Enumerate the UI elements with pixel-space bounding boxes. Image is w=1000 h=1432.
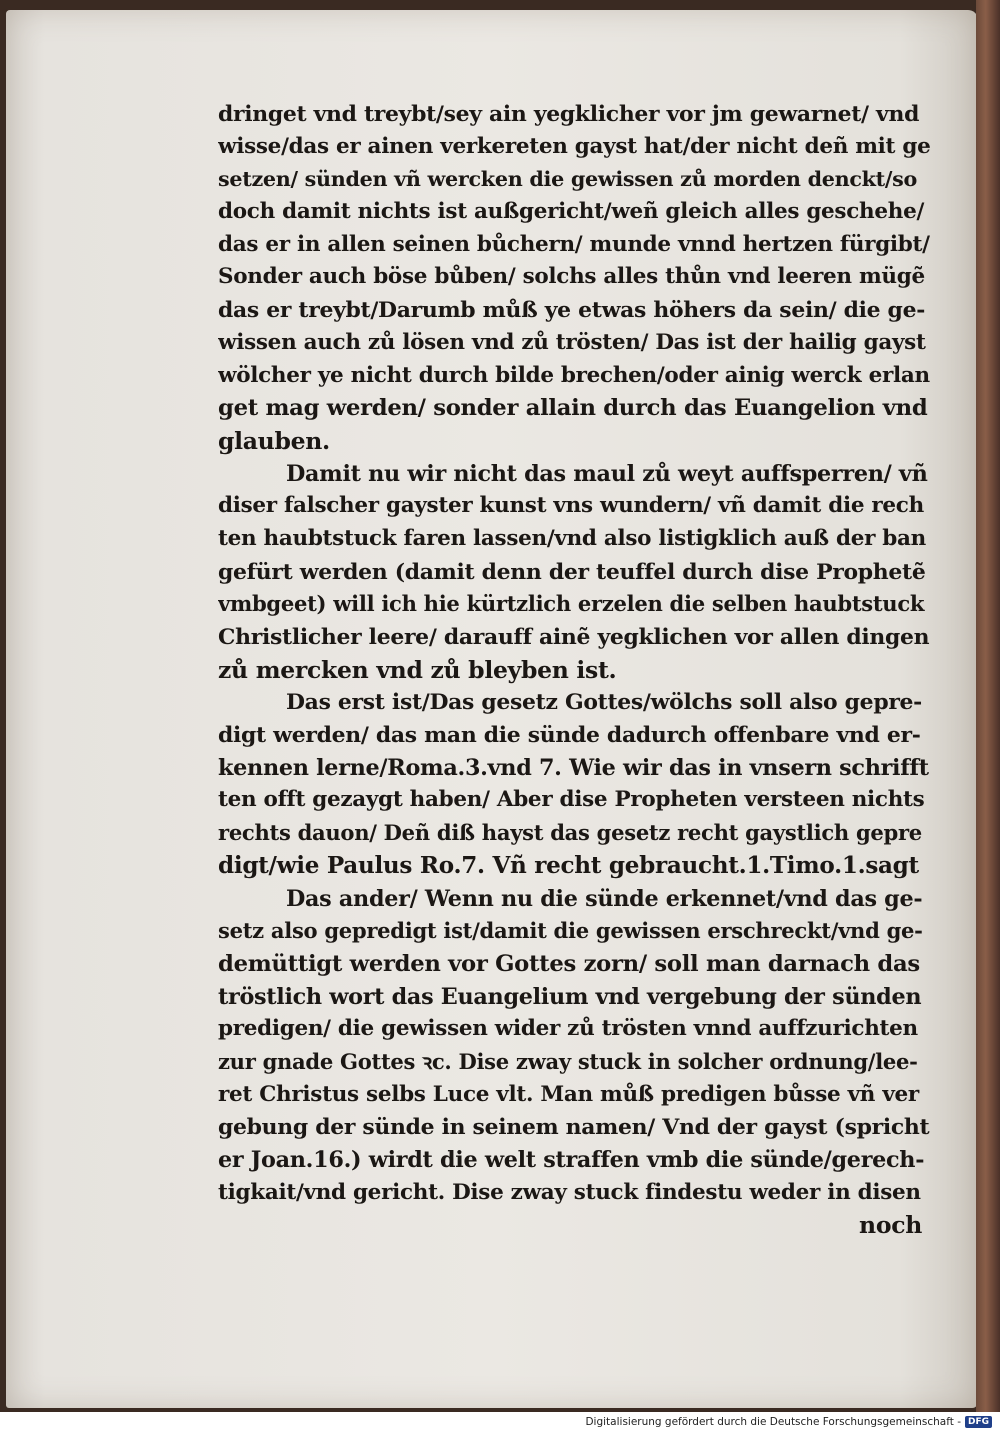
text-line: er Joan.16.) wirdt die welt straffen vmb die sünde/gerech- bbox=[218, 1147, 925, 1173]
text-line: ten haubtstuck faren lassen/vnd also listigklich auß der ban bbox=[218, 525, 926, 551]
text-line: setzen/ sünden vñ wercken die gewissen zů morden denckt/so bbox=[218, 167, 918, 192]
footer-credit bbox=[0, 1412, 1000, 1432]
text-line: doch damit nichts ist außgericht/weñ gleich alles geschehe/ bbox=[218, 199, 924, 225]
catchword: noch bbox=[859, 1211, 922, 1240]
text-line: Damit nu wir nicht das maul zů weyt auffsperren/ vñ bbox=[286, 460, 928, 487]
dfg-logo-icon: DFG bbox=[965, 1416, 992, 1428]
text-line: get mag werden/ sonder allain durch das Euangelion vnd bbox=[218, 395, 928, 422]
text-line: tröstlich wort das Euangelium vnd vergebung der sünden bbox=[218, 983, 922, 1010]
text-line: diser falscher gayster kunst vns wundern/ vñ damit die rech bbox=[218, 493, 924, 519]
text-line: Das erst ist/Das gesetz Gottes/wölchs soll also gepre- bbox=[286, 689, 922, 716]
text-line: setz also gepredigt ist/damit die gewissen erschreckt/vnd ge- bbox=[218, 918, 923, 944]
text-line: zur gnade Gottes ꝛc. Dise zway stuck in solcher ordnung/lee- bbox=[218, 1048, 918, 1074]
text-line: glauben. bbox=[218, 426, 330, 455]
footer-text: Digitalisierung gefördert durch die Deutsche Forschungsgemeinschaft - bbox=[585, 1416, 961, 1428]
text-line: predigen/ die gewissen wider zů trösten vnnd auffzurichten bbox=[218, 1016, 918, 1042]
text-line: das er treybt/Darumb můß ye etwas höhers da sein/ die ge- bbox=[218, 297, 925, 324]
text-line: ret Christus selbs Luce vlt. Man můß predigen bůsse vñ ver bbox=[218, 1081, 919, 1107]
text-line: kennen lerne/Roma.3.vnd 7. Wie wir das in vnsern schrifft bbox=[218, 754, 929, 781]
text-line: demüttigt werden vor Gottes zorn/ soll man darnach das bbox=[218, 950, 920, 977]
book-edge bbox=[976, 0, 1000, 1412]
text-line: rechts dauon/ Deñ diß hayst das gesetz recht gaystlich gepre bbox=[218, 820, 922, 846]
text-line: gefürt werden (damit denn der teuffel durch dise Prophetẽ bbox=[218, 558, 926, 585]
text-line: ten offt gezaygt haben/ Aber dise Propheten versteen nichts bbox=[218, 787, 925, 813]
text-line: Sonder auch böse bůben/ solchs alles thůn vnd leeren mügẽ bbox=[218, 264, 925, 290]
text-line: vmbgeet) will ich hie kürtzlich erzelen die selben haubtstuck bbox=[218, 591, 925, 617]
text-line: gebung der sünde in seinem namen/ Vnd der gayst (spricht bbox=[218, 1114, 930, 1141]
text-line: wissen auch zů lösen vnd zů trösten/ Das ist der hailig gayst bbox=[218, 329, 926, 355]
text-line: das er in allen seinen bůchern/ munde vnnd hertzen fürgibt/ bbox=[218, 231, 930, 257]
text-line: digt werden/ das man die sünde dadurch offenbare vnd er- bbox=[218, 722, 921, 749]
text-line: Christlicher leere/ darauff ainẽ yegklichen vor allen dingen bbox=[218, 624, 930, 650]
text-line: dringet vnd treybt/sey ain yegklicher vor jm gewarnet/ vnd bbox=[218, 101, 920, 127]
text-line: wölcher ye nicht durch bilde brechen/oder ainig werck erlan bbox=[218, 362, 930, 388]
text-line: digt/wie Paulus Ro.7. Vñ recht gebraucht.1.Timo.1.sagt bbox=[218, 851, 919, 879]
text-line: wisse/das er ainen verkereten gayst hat/der nicht deñ mit ge bbox=[218, 133, 930, 159]
text-line: zů mercken vnd zů bleyben ist. bbox=[218, 655, 617, 684]
body-text bbox=[218, 98, 930, 1242]
text-line: tigkait/vnd gericht. Dise zway stuck findestu weder in disen bbox=[218, 1179, 921, 1205]
text-line: Das ander/ Wenn nu die sünde erkennet/vnd das ge- bbox=[286, 885, 923, 912]
